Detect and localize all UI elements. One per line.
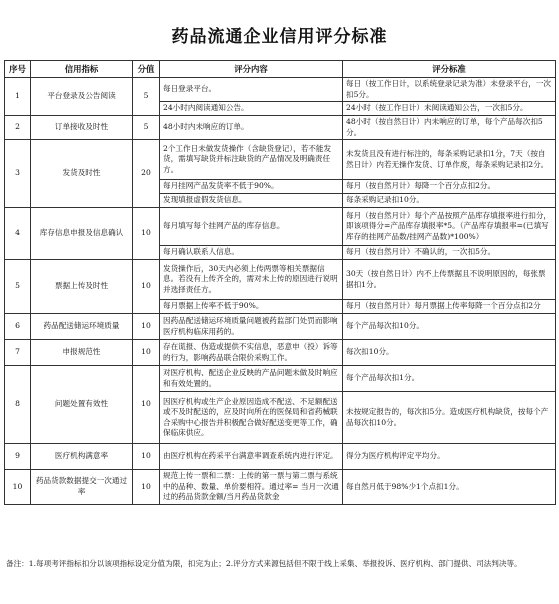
row-score: 20 [133,140,160,208]
row-content: 24小时内阅读通知公告。 [160,102,343,116]
row-score: 10 [133,340,160,366]
row-indicator: 票据上传及时性 [31,260,133,314]
row-content: 每月票据上传率不低于90%。 [160,300,343,314]
row-content: 对医疗机构、配送企业反映的产品问题未做及时响应和有效处置的。 [160,366,343,392]
row-score: 10 [133,260,160,314]
table-row [5,340,556,366]
row-standard: 每次扣10分。 [343,340,556,366]
row-standard: 未发货且没有进行标注的，每条采购记录扣1分，7天（按自然日计）内若无操作发货、订单作废，每条采购记录扣2分。 [343,140,556,180]
row-standard: 每月（按自然月计）不确认的，一次扣5分。 [343,246,556,260]
row-score: 10 [133,470,160,505]
row-indicator: 药品配送储运环境质量 [31,314,133,340]
row-score: 5 [133,78,160,116]
row-number: 4 [5,208,31,260]
row-content: 因药品配送储运环境质量问题被药监部门处罚而影响医疗机构临床用药的。 [160,314,343,340]
table-row [5,314,556,340]
row-number: 1 [5,78,31,116]
row-standard: 每个产品每次扣10分。 [343,314,556,340]
scoring-table [4,60,556,505]
row-standard: 每月（按自然月计）每个产品按照产品库存填报率进行扣分，即该项得分=产品库存填报率*5。（产品库存填报率=(已填写库存的挂网产品数/挂网产品数)*100%） [343,208,556,246]
row-indicator: 药品货款数据提交一次通过率 [31,470,133,505]
row-content: 每月挂网产品发货率不低于90%。 [160,180,343,194]
table-row [5,366,556,392]
row-content: 每月确认联系人信息。 [160,246,343,260]
row-standard: 每自然月低于98%少1个点扣1分。 [343,470,556,505]
row-score: 10 [133,208,160,260]
row-content: 每月填写每个挂网产品的库存信息。 [160,208,343,246]
row-number: 9 [5,444,31,470]
row-standard: 每月（按自然月计）每降一个百分点扣2分。 [343,180,556,194]
row-indicator: 问题处置有效性 [31,366,133,444]
row-number: 3 [5,140,31,208]
footnote: 备注：1.每项考评指标扣分以该项指标设定分值为限，扣完为止；2.评分方式来源包括但不限于线上采集、举报投诉、医疗机构、部门提供、司法判决等。 [6,559,522,568]
header-indicator: 信用指标 [31,61,133,78]
row-standard: 每个产品每次扣1分。 [343,366,556,392]
page-title: 药品流通企业信用评分标准 [171,27,388,47]
table-row [5,470,556,505]
row-standard: 每月（按自然月计）每月票据上传率每降一个百分点扣2分 [343,300,556,314]
row-content: 发货操作后，30天内必须上传两票等相关票据信息。若没有上传齐全的，需对未上传的原因进行说明并选择责任方。 [160,260,343,300]
table-row [5,78,556,102]
row-number: 2 [5,116,31,140]
row-number: 5 [5,260,31,314]
row-indicator: 订单接收及时性 [31,116,133,140]
row-number: 6 [5,314,31,340]
row-standard: 每条采购记录扣10分。 [343,194,556,208]
document-page [4,0,555,568]
row-number: 7 [5,340,31,366]
row-standard: 每日（按工作日计，以系统登录记录为准）未登录平台，一次扣5分。 [343,78,556,102]
row-indicator: 发货及时性 [31,140,133,208]
row-content: 2个工作日未做发货操作（含缺货登记），若不能发货，需填写缺货并标注缺货的产品情况及明确责任方。 [160,140,343,180]
row-indicator: 库存信息申报及信息确认 [31,208,133,260]
table-row [5,444,556,470]
table-row [5,208,556,246]
row-content: 发现填报虚假发货信息。 [160,194,343,208]
row-standard: 24小时（按工作日计）未阅读通知公告，一次扣5分。 [343,102,556,116]
row-indicator: 医疗机构满意率 [31,444,133,470]
row-standard: 未按规定报告的，每次扣5分。造成医疗机构缺货，按每个产品每次扣10分。 [343,392,556,444]
header-score: 分值 [133,61,160,78]
row-number: 10 [5,470,31,505]
row-number: 8 [5,366,31,444]
header-number: 序号 [5,61,31,78]
row-content: 每日登录平台。 [160,78,343,102]
table-row [5,260,556,300]
header-standard: 评分标准 [343,61,556,78]
table-header-row [5,61,556,78]
row-content: 由医疗机构在药采平台满意率调查系统内进行评定。 [160,444,343,470]
row-score: 10 [133,366,160,444]
row-content: 48小时内未响应的订单。 [160,116,343,140]
row-score: 10 [133,444,160,470]
table-row [5,116,556,140]
row-content: 规范上传一票和二票：上传的第一票与第二票与系统中的品种、数量、单价要相符。通过率= 当月一次通过的药品货款金额/当月药品货款金 [160,470,343,505]
table-body [5,78,556,505]
row-indicator: 申报规范性 [31,340,133,366]
row-standard: 得分为医疗机构评定平均分。 [343,444,556,470]
row-score: 5 [133,116,160,140]
row-indicator: 平台登录及公告阅读 [31,78,133,116]
row-content: 因医疗机构或生产企业原因造成不配送、不足额配送或不及时配送的，应及时向所在的医保局和省药械联合采购中心报告并积极配合做好配送变更等工作，确保临床供应。 [160,392,343,444]
row-content: 存在谎报、伪造或提供不实信息，恶意申（投）诉等的行为，影响药品联合限价采购工作。 [160,340,343,366]
row-standard: 48小时（按自然日计）内未响应的订单，每个产品每次扣5分。 [343,116,556,140]
row-score: 10 [133,314,160,340]
row-standard: 30天（按自然日计）内不上传票据且不说明原因的，每张票据扣1分。 [343,260,556,300]
header-content: 评分内容 [160,61,343,78]
table-row [5,140,556,180]
